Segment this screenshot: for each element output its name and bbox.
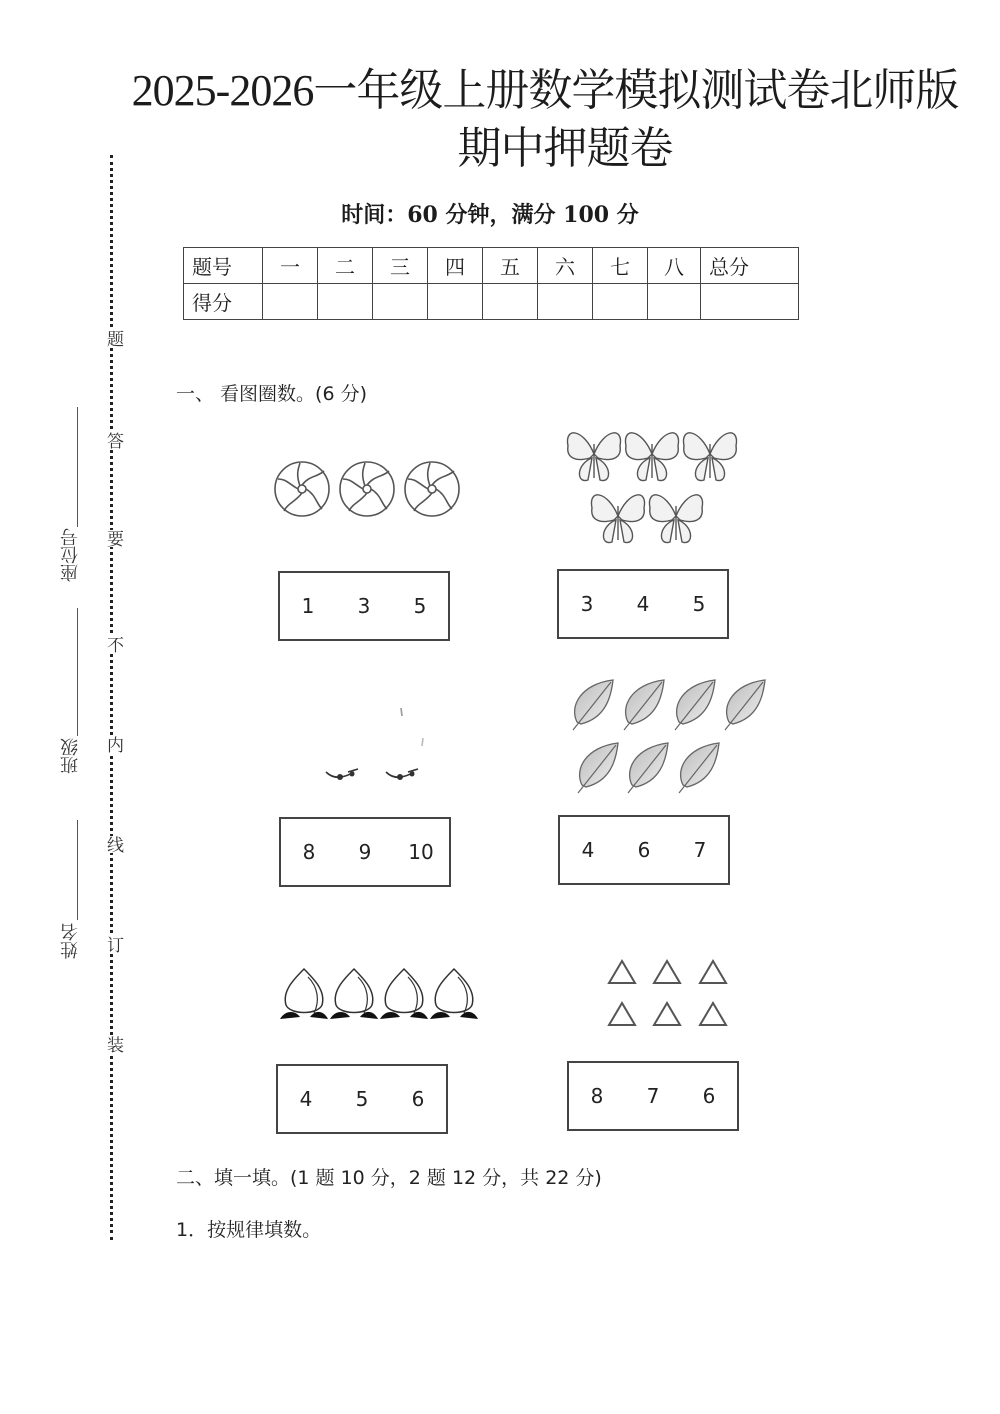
answer-box-leaves[interactable]	[558, 815, 730, 885]
exam-meta: 时间：60 分钟，满分 100 分	[341, 202, 639, 228]
option[interactable]: 10	[408, 840, 434, 864]
notice-char: 装	[103, 1036, 123, 1053]
seat-number-label: 座位号	[60, 528, 81, 582]
option[interactable]: 5	[355, 1087, 369, 1111]
score-input-4[interactable]	[428, 284, 483, 320]
page-title-line2: 期中押题卷	[457, 124, 673, 173]
answer-box-triangles[interactable]	[567, 1061, 739, 1131]
cell-score-label: 得分	[184, 284, 263, 320]
option[interactable]: 6	[702, 1084, 716, 1108]
peaches-picture	[278, 965, 483, 1023]
triangles-picture	[600, 955, 735, 1030]
option[interactable]: 4	[299, 1087, 313, 1111]
notice-char: 线	[103, 836, 123, 853]
option[interactable]: 5	[692, 592, 706, 616]
score-input-1[interactable]	[263, 284, 318, 320]
cell-q6: 六	[538, 248, 593, 284]
option[interactable]: 6	[637, 838, 651, 862]
notice-char: 题	[103, 330, 123, 347]
name-field[interactable]	[77, 820, 78, 920]
class-field[interactable]	[77, 608, 78, 736]
option[interactable]: 7	[693, 838, 707, 862]
cell-label: 题号	[184, 248, 263, 284]
option[interactable]: 4	[581, 838, 595, 862]
seat-number-field[interactable]	[77, 407, 78, 527]
cell-q8: 八	[648, 248, 701, 284]
score-table	[183, 247, 799, 320]
option[interactable]: 7	[646, 1084, 660, 1108]
section1-heading: 一、 看图圈数。(6 分)	[176, 383, 367, 405]
score-input-3[interactable]	[373, 284, 428, 320]
notice-char: 不	[103, 636, 123, 653]
binding-dotted-line	[110, 155, 113, 1240]
option[interactable]: 3	[580, 592, 594, 616]
option[interactable]: 3	[357, 594, 371, 618]
answer-box-faded[interactable]	[279, 817, 451, 887]
score-input-2[interactable]	[318, 284, 373, 320]
score-input-6[interactable]	[538, 284, 593, 320]
class-label: 班级	[60, 738, 81, 774]
score-input-7[interactable]	[593, 284, 648, 320]
name-label: 姓名	[60, 923, 81, 959]
option[interactable]: 6	[411, 1087, 425, 1111]
section2-question1: 1．按规律填数。	[176, 1219, 322, 1241]
option[interactable]: 1	[301, 594, 315, 618]
butterflies-picture	[562, 424, 747, 554]
notice-char: 内	[103, 736, 123, 753]
notice-char: 要	[103, 530, 123, 547]
cell-q7: 七	[593, 248, 648, 284]
page-title-line1: 2025-2026一年级上册数学模拟测试卷北师版	[131, 66, 959, 115]
faded-picture	[320, 700, 440, 790]
score-input-8[interactable]	[648, 284, 701, 320]
score-table-score-row	[184, 284, 799, 320]
section2-heading: 二、填一填。(1 题 10 分，2 题 12 分，共 22 分)	[176, 1167, 602, 1189]
score-input-total[interactable]	[701, 284, 799, 320]
cell-total: 总分	[701, 248, 799, 284]
notice-char: 答	[103, 432, 123, 449]
score-table-header-row	[184, 248, 799, 284]
cell-q1: 一	[263, 248, 318, 284]
flowers-picture	[270, 457, 465, 521]
leaves-picture	[568, 672, 773, 797]
cell-q5: 五	[483, 248, 538, 284]
score-input-5[interactable]	[483, 284, 538, 320]
cell-q2: 二	[318, 248, 373, 284]
option[interactable]: 5	[413, 594, 427, 618]
option[interactable]: 8	[302, 840, 316, 864]
option[interactable]: 8	[590, 1084, 604, 1108]
notice-char: 订	[103, 936, 123, 953]
answer-box-flowers[interactable]	[278, 571, 450, 641]
answer-box-butterflies[interactable]	[557, 569, 729, 639]
answer-box-peaches[interactable]	[276, 1064, 448, 1134]
cell-q3: 三	[373, 248, 428, 284]
cell-q4: 四	[428, 248, 483, 284]
option[interactable]: 9	[358, 840, 372, 864]
option[interactable]: 4	[636, 592, 650, 616]
